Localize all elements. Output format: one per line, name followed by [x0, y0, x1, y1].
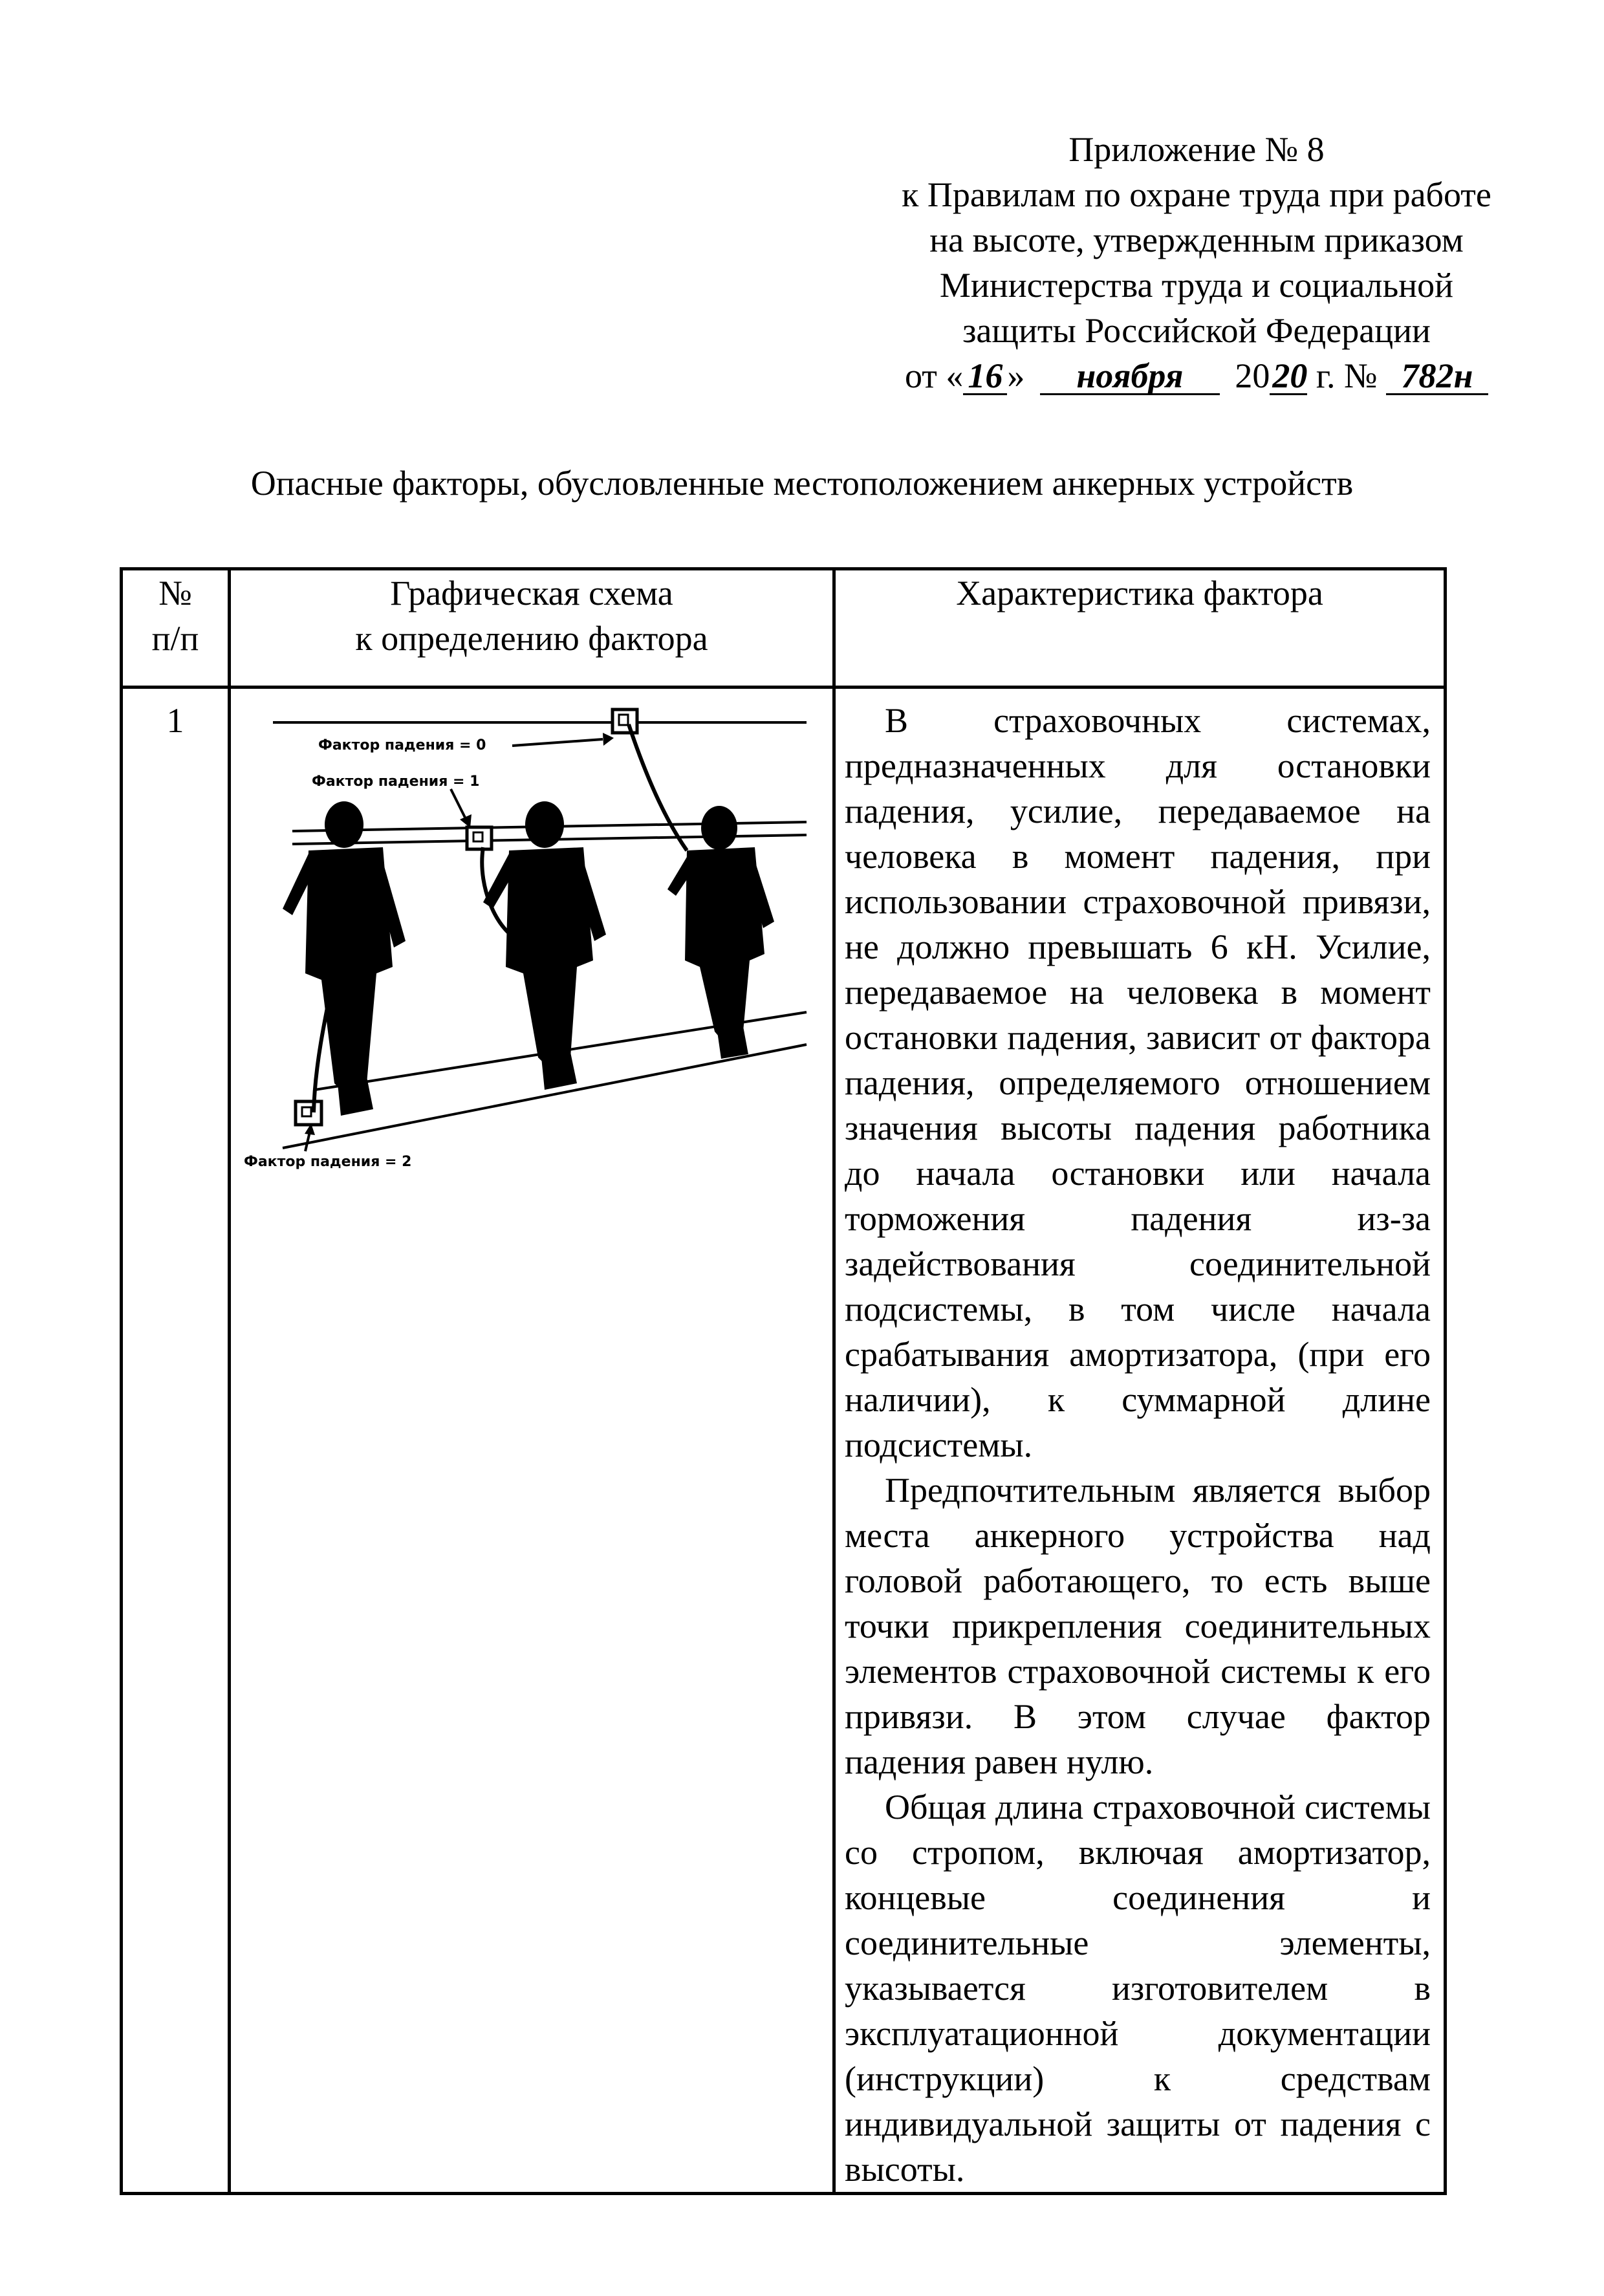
appendix-number: Приложение № 8 — [1068, 130, 1325, 169]
characteristic-paragraph-anchor-position: Предпочтительным является выбор места анкерного устройства над головой работающего, то есть выше точки прикрепления соединительных элементов страховочной системы к его привязи. В этом случае фактор падения равен нулю. — [845, 1471, 1431, 1781]
row-number-cell — [122, 688, 230, 2194]
order-number: 782н — [1386, 358, 1488, 395]
document-title: Опасные факторы, обусловленные местоположением анкерных устройств — [250, 464, 1354, 503]
label-factor-0: Фактор падения = 0 — [318, 737, 486, 753]
fall-factor-illustration — [244, 695, 813, 1174]
header-scheme-line1: Графическая схема — [390, 574, 673, 612]
table-row — [122, 688, 1446, 2194]
order-date-line — [841, 353, 1552, 398]
appendix-ministry-line: Министерства труда и социальной — [939, 266, 1454, 305]
characteristic-paragraph-system-length: Общая длина страховочной системы со стропом, включая амортизатор, концевые соединения и соединительные элементы, указывается изготовителем в эксплуатационной документации (инструкции) к средствам индивидуальной защиты от падения с высоты. — [845, 1788, 1431, 2189]
appendix-federation-line: защиты Российской Федерации — [962, 311, 1431, 350]
anchor-middle-icon — [467, 827, 492, 849]
header-number-pp: п/п — [151, 619, 199, 658]
header-scheme — [230, 569, 834, 688]
label-factor-2: Фактор падения = 2 — [244, 1154, 412, 1170]
date-year-label: г. № — [1316, 356, 1378, 395]
header-scheme-line2: к определению фактора — [355, 619, 708, 658]
header-characteristic: Характеристика фактора — [834, 569, 1446, 688]
characteristic-cell — [834, 688, 1446, 2194]
date-month: ноября — [1040, 358, 1220, 395]
header-number — [122, 569, 230, 688]
appendix-rules-line: к Правилам по охране труда при работе — [902, 175, 1491, 214]
date-day: 16 — [963, 358, 1007, 395]
anchor-bottom-icon — [296, 1101, 321, 1125]
date-day-close: » — [1007, 356, 1025, 395]
lanyard-factor-0 — [629, 724, 687, 850]
arrow-factor-0-icon — [512, 739, 603, 746]
header-number-sign: № — [158, 574, 192, 612]
label-factor-1: Фактор падения = 1 — [312, 774, 480, 790]
date-year-prefix: 20 — [1235, 356, 1270, 395]
arrow-factor-0-head-icon — [603, 733, 614, 746]
date-prefix: от « — [905, 356, 964, 395]
arrow-factor-1-icon — [451, 789, 467, 821]
row-number: 1 — [166, 701, 184, 740]
scheme-cell — [230, 688, 834, 2194]
table-header-row — [122, 569, 1446, 688]
date-year-suffix: 20 — [1270, 358, 1307, 395]
worker-figure-left-icon — [283, 801, 406, 1116]
appendix-header — [841, 127, 1552, 398]
characteristic-paragraph-force-limit: В страховочных системах, предназначенных для остановки падения, усилие, передаваемое на человека в момент падения, при использовании страховочной привязи, не должно превышать 6 кН. Усилие, передаваемое на человека в момент остановки падения, зависит от фактора падения, определяемого отношением значения высоты падения работника до начала остановки или начала торможения падения из-за задействования соединительной подсистемы, в том числе начала срабатывания амортизатора, (при его наличии), к суммарной длине подсистемы. — [845, 701, 1431, 1464]
factors-table — [120, 567, 1447, 2195]
anchor-top-icon — [612, 709, 637, 733]
appendix-approved-line: на высоте, утвержденным приказом — [929, 221, 1464, 259]
